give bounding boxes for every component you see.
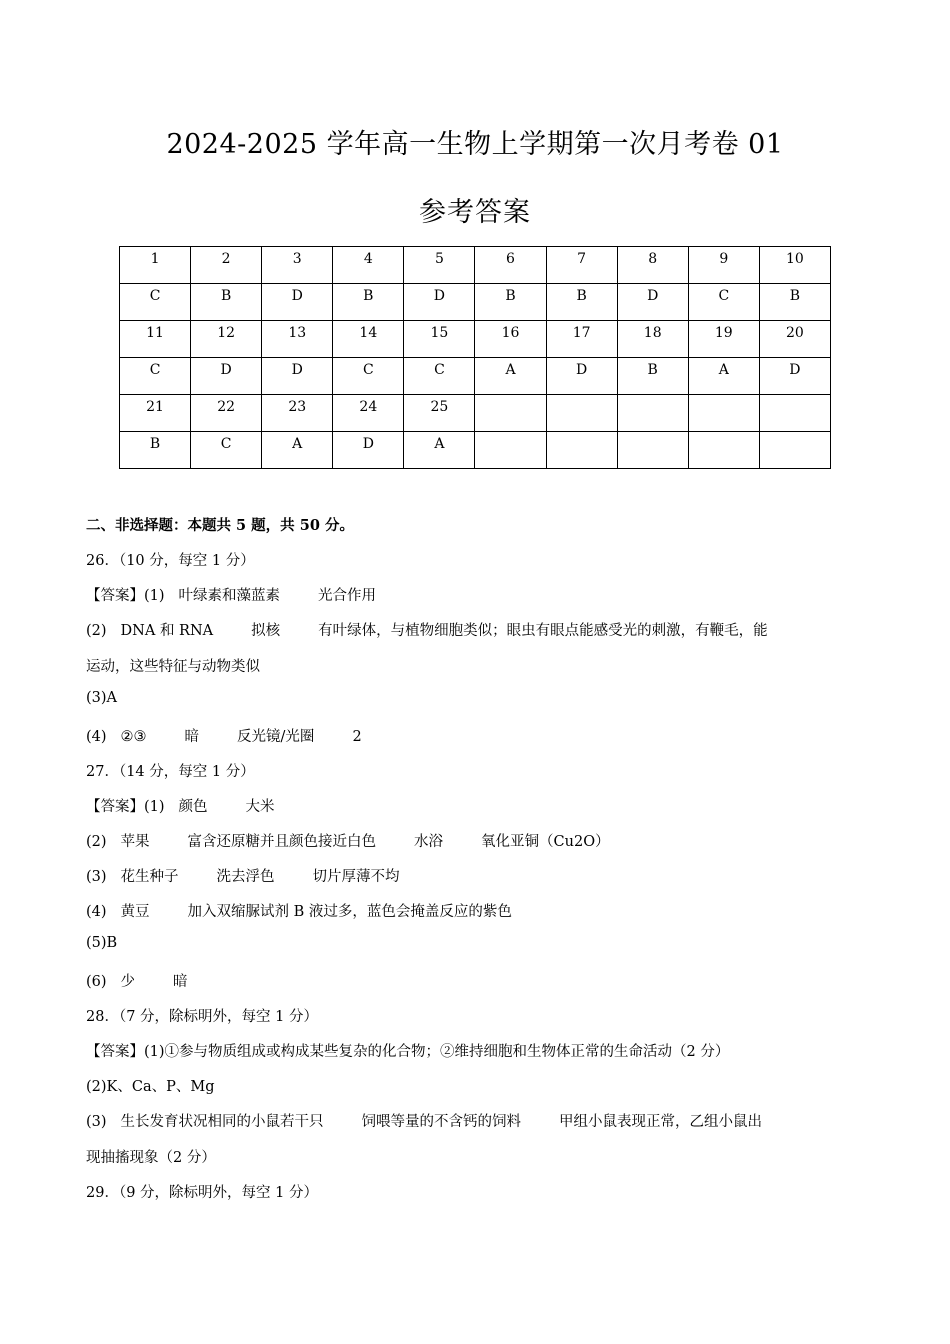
question-number-cell: 18	[617, 321, 688, 358]
answer-table	[119, 246, 831, 469]
question-number-cell: 15	[404, 321, 475, 358]
q26-header: 26．（10 分，每空 1 分）	[86, 553, 255, 569]
question-number-cell: 11	[120, 321, 191, 358]
answer-cell: C	[191, 432, 262, 469]
answer-cell: D	[617, 284, 688, 321]
table-row	[120, 247, 831, 284]
answer-cell: B	[120, 432, 191, 469]
answer-cell: B	[333, 284, 404, 321]
question-number-cell	[546, 395, 617, 432]
answer-cell: A	[475, 358, 546, 395]
question-number-cell: 21	[120, 395, 191, 432]
table-row	[120, 395, 831, 432]
q28-answer-3: (3) 生长发育状况相同的小鼠若干只 饲喂等量的不含钙的饲料 甲组小鼠表现正常，乙组小鼠出	[86, 1114, 763, 1130]
q28-answer-1: 【答案】(1)①参与物质组成或构成某些复杂的化合物；②维持细胞和生物体正常的生命活动（2 分）	[86, 1044, 730, 1060]
question-number-cell: 8	[617, 247, 688, 284]
question-number-cell	[475, 395, 546, 432]
answer-cell: A	[688, 358, 759, 395]
answer-cell	[617, 432, 688, 469]
question-number-cell: 5	[404, 247, 475, 284]
answer-cell: C	[333, 358, 404, 395]
answer-cell: A	[262, 432, 333, 469]
page-subtitle: 参考答案	[419, 197, 531, 228]
question-number-cell	[617, 395, 688, 432]
answer-cell	[546, 432, 617, 469]
answer-cell: B	[546, 284, 617, 321]
q27-header: 27．（14 分，每空 1 分）	[86, 764, 255, 780]
question-number-cell	[759, 395, 830, 432]
q26-answer-2: (2) DNA 和 RNA 拟核 有叶绿体，与植物细胞类似；眼虫有眼点能感受光的刺激，有鞭毛，能	[86, 623, 768, 639]
answer-cell: D	[262, 358, 333, 395]
q26-answer-1: 【答案】(1) 叶绿素和藻蓝素 光合作用	[86, 588, 377, 604]
q26-answer-2-cont: 运动，这些特征与动物类似	[86, 659, 260, 675]
q26-answer-3: (3)A	[86, 690, 118, 706]
answer-cell: D	[546, 358, 617, 395]
question-number-cell: 14	[333, 321, 404, 358]
q28-answer-2: (2)K、Ca、P、Mg	[86, 1079, 215, 1095]
answer-cell: D	[404, 284, 475, 321]
question-number-cell: 9	[688, 247, 759, 284]
answer-cell	[759, 432, 830, 469]
table-row	[120, 284, 831, 321]
answer-cell: C	[120, 284, 191, 321]
q27-answer-1: 【答案】(1) 颜色 大米	[86, 799, 275, 815]
question-number-cell: 4	[333, 247, 404, 284]
answer-cell	[688, 432, 759, 469]
answer-cell	[475, 432, 546, 469]
q26-answer-4: (4) ②③ 暗 反光镜/光圈 2	[86, 729, 362, 745]
q28-header: 28．（7 分，除标明外，每空 1 分）	[86, 1009, 318, 1025]
answer-cell: B	[759, 284, 830, 321]
question-number-cell: 13	[262, 321, 333, 358]
question-number-cell: 19	[688, 321, 759, 358]
question-number-cell: 23	[262, 395, 333, 432]
question-number-cell: 16	[475, 321, 546, 358]
question-number-cell: 3	[262, 247, 333, 284]
q27-answer-4: (4) 黄豆 加入双缩脲试剂 B 液过多，蓝色会掩盖反应的紫色	[86, 904, 512, 920]
table-row	[120, 321, 831, 358]
answer-cell: B	[617, 358, 688, 395]
answer-cell: D	[759, 358, 830, 395]
q29-header: 29．（9 分，除标明外，每空 1 分）	[86, 1185, 318, 1201]
q28-answer-3-cont: 现抽搐现象（2 分）	[86, 1150, 216, 1166]
question-number-cell	[688, 395, 759, 432]
question-number-cell: 24	[333, 395, 404, 432]
answer-cell: D	[191, 358, 262, 395]
table-row	[120, 358, 831, 395]
answer-cell: A	[404, 432, 475, 469]
answer-cell: D	[333, 432, 404, 469]
answer-cell: C	[688, 284, 759, 321]
q27-answer-2: (2) 苹果 富含还原糖并且颜色接近白色 水浴 氧化亚铜（Cu2O）	[86, 834, 610, 850]
table-row	[120, 432, 831, 469]
question-number-cell: 6	[475, 247, 546, 284]
answer-cell: D	[262, 284, 333, 321]
question-number-cell: 7	[546, 247, 617, 284]
answer-cell: C	[120, 358, 191, 395]
question-number-cell: 22	[191, 395, 262, 432]
question-number-cell: 20	[759, 321, 830, 358]
q27-answer-6: (6) 少 暗	[86, 974, 188, 990]
question-number-cell: 1	[120, 247, 191, 284]
answer-cell: B	[191, 284, 262, 321]
question-number-cell: 10	[759, 247, 830, 284]
section-heading: 二、非选择题：本题共 5 题，共 50 分。	[86, 517, 354, 534]
answer-cell: B	[475, 284, 546, 321]
q27-answer-3: (3) 花生种子 洗去浮色 切片厚薄不均	[86, 869, 400, 885]
answer-cell: C	[404, 358, 475, 395]
question-number-cell: 2	[191, 247, 262, 284]
question-number-cell: 25	[404, 395, 475, 432]
page-title: 2024-2025 学年高一生物上学期第一次月考卷 01	[166, 129, 784, 160]
q27-answer-5: (5)B	[86, 935, 118, 951]
question-number-cell: 17	[546, 321, 617, 358]
question-number-cell: 12	[191, 321, 262, 358]
